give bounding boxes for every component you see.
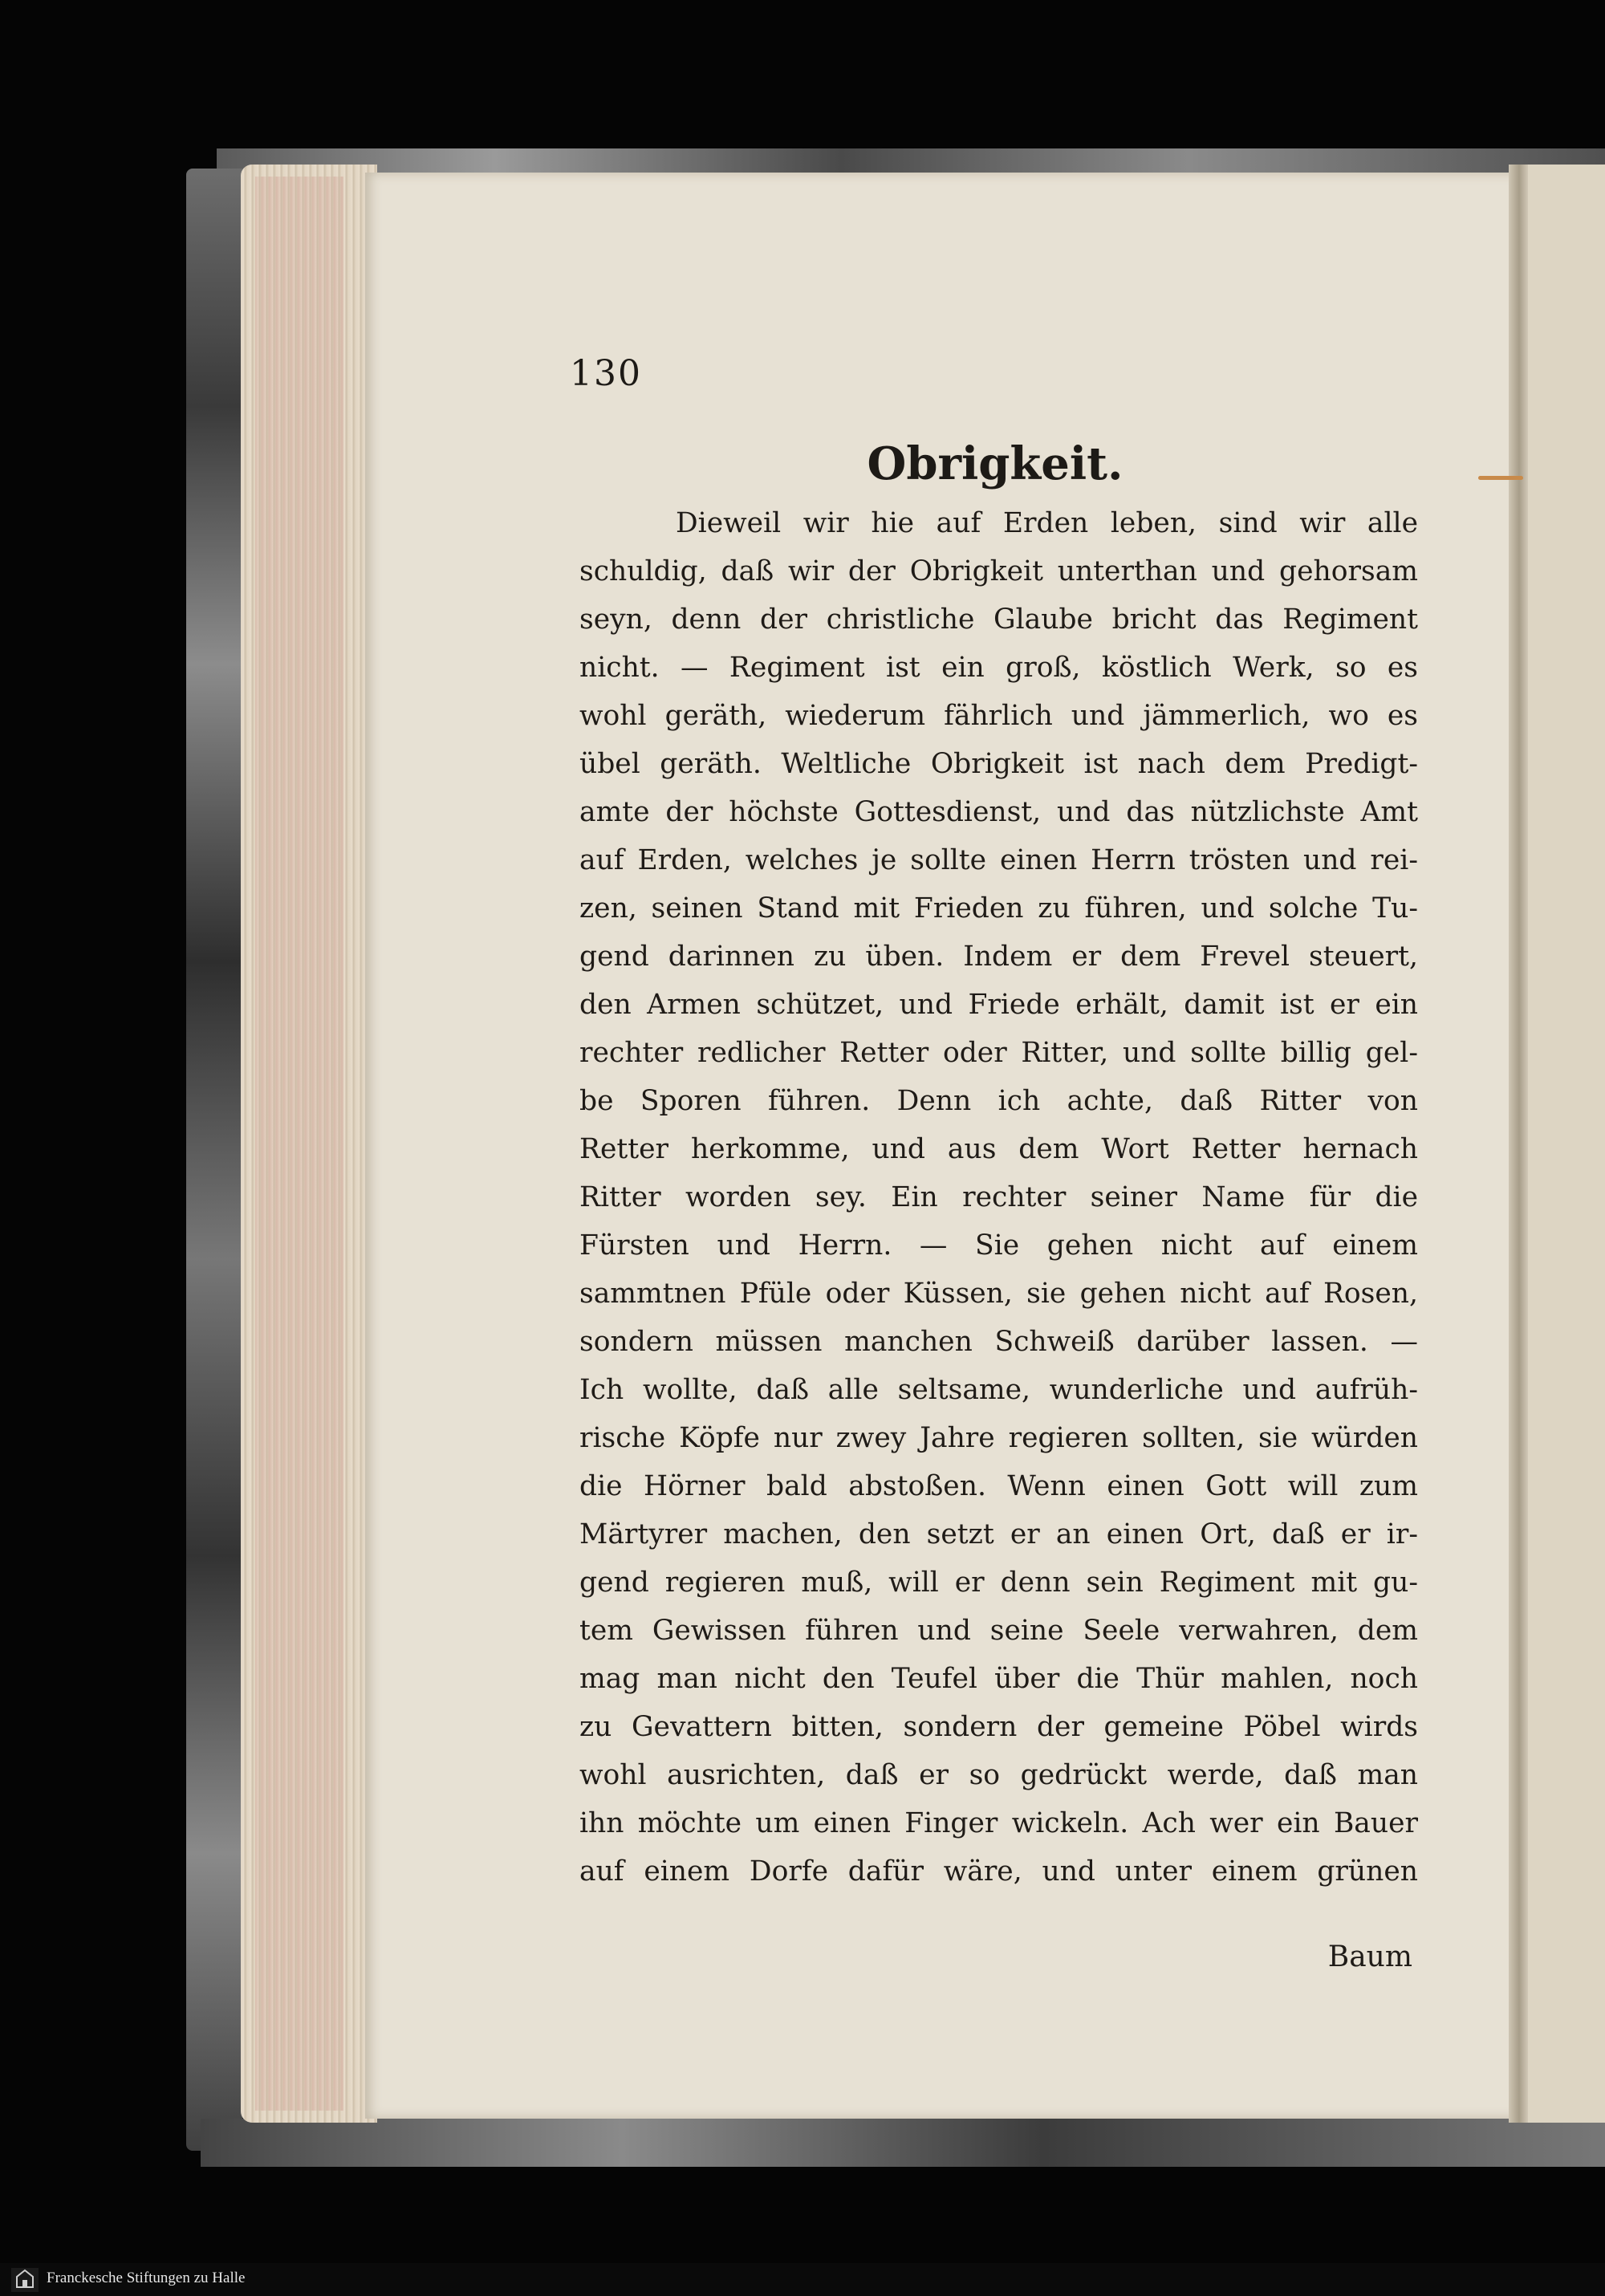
page-number: 130 — [570, 353, 642, 394]
text-line: schuldig, daß wir der Obrigkeit unterthan und gehorsam — [579, 555, 1418, 587]
text-line: mag man nicht den Teufel über die Thür mahlen, noch — [579, 1663, 1418, 1695]
text-line: tem Gewissen führen und seine Seele verwahren, dem — [579, 1615, 1418, 1647]
facing-page — [1528, 165, 1605, 2123]
text-line: den Armen schützet, und Friede erhält, damit ist er ein — [579, 989, 1418, 1021]
text-line: Retter herkomme, und aus dem Wort Retter hernach — [579, 1133, 1418, 1165]
text-line: die Hörner bald abstoßen. Wenn einen Gott will zum — [579, 1470, 1418, 1502]
text-line: auf Erden, welches je sollte einen Herrn trösten und rei- — [579, 844, 1418, 876]
text-line: be Sporen führen. Denn ich achte, daß Ritter von — [579, 1085, 1418, 1117]
footer-bar — [0, 2263, 1605, 2296]
text-line: amte der höchste Gottesdienst, und das nützlichste Amt — [579, 796, 1418, 828]
text-line: rechter redlicher Retter oder Ritter, und sollte billig gel- — [579, 1037, 1418, 1069]
footer-institution-label: Franckesche Stiftungen zu Halle — [47, 2270, 246, 2286]
text-line: ihn möchte um einen Finger wickeln. Ach wer ein Bauer — [579, 1807, 1418, 1839]
text-line: übel geräth. Weltliche Obrigkeit ist nach dem Predigt- — [579, 748, 1418, 780]
text-line: Märtyrer machen, den setzt er an einen Ort, daß er ir- — [579, 1518, 1418, 1550]
page-heading: Obrigkeit. — [867, 437, 1124, 490]
book-gutter — [1509, 165, 1530, 2123]
text-line: gend darinnen zu üben. Indem er dem Frevel steuert, — [579, 941, 1418, 973]
page-edges-tint — [255, 177, 343, 2111]
body-text — [579, 499, 1418, 1896]
text-line: rische Köpfe nur zwey Jahre regieren sollten, sie würden — [579, 1422, 1418, 1454]
text-line: seyn, denn der christliche Glaube bricht das Regiment — [579, 603, 1418, 636]
book-cover-left — [186, 169, 242, 2151]
text-line: auf einem Dorfe dafür wäre, und unter einem grünen — [579, 1855, 1418, 1888]
text-line: zu Gevattern bitten, sondern der gemeine Pöbel wirds — [579, 1711, 1418, 1743]
institution-logo-icon — [11, 2268, 39, 2292]
book-cover-bottom — [201, 2119, 1605, 2167]
text-line: gend regieren muß, will er denn sein Regiment mit gu- — [579, 1567, 1418, 1599]
text-line: sondern müssen manchen Schweiß darüber lassen. — — [579, 1326, 1418, 1358]
text-line: wohl geräth, wiederum fährlich und jämmerlich, wo es — [579, 700, 1418, 732]
text-line: nicht. — Regiment ist ein groß, köstlich Werk, so es — [579, 652, 1418, 684]
text-line: sammtnen Pfüle oder Küssen, sie gehen nicht auf Rosen, — [579, 1278, 1418, 1310]
text-line: wohl ausrichten, daß er so gedrückt werde, daß man — [579, 1759, 1418, 1791]
text-line: Dieweil wir hie auf Erden leben, sind wir alle — [676, 507, 1418, 539]
text-line: Ritter worden sey. Ein rechter seiner Name für die — [579, 1181, 1418, 1213]
catchword: Baum — [1327, 1940, 1412, 1973]
text-line: Ich wollte, daß alle seltsame, wunderliche und aufrüh- — [579, 1374, 1418, 1406]
margin-mark — [1478, 476, 1523, 480]
text-line: zen, seinen Stand mit Frieden zu führen, und solche Tu- — [579, 892, 1418, 924]
text-line: Fürsten und Herrn. — Sie gehen nicht auf einem — [579, 1229, 1418, 1262]
